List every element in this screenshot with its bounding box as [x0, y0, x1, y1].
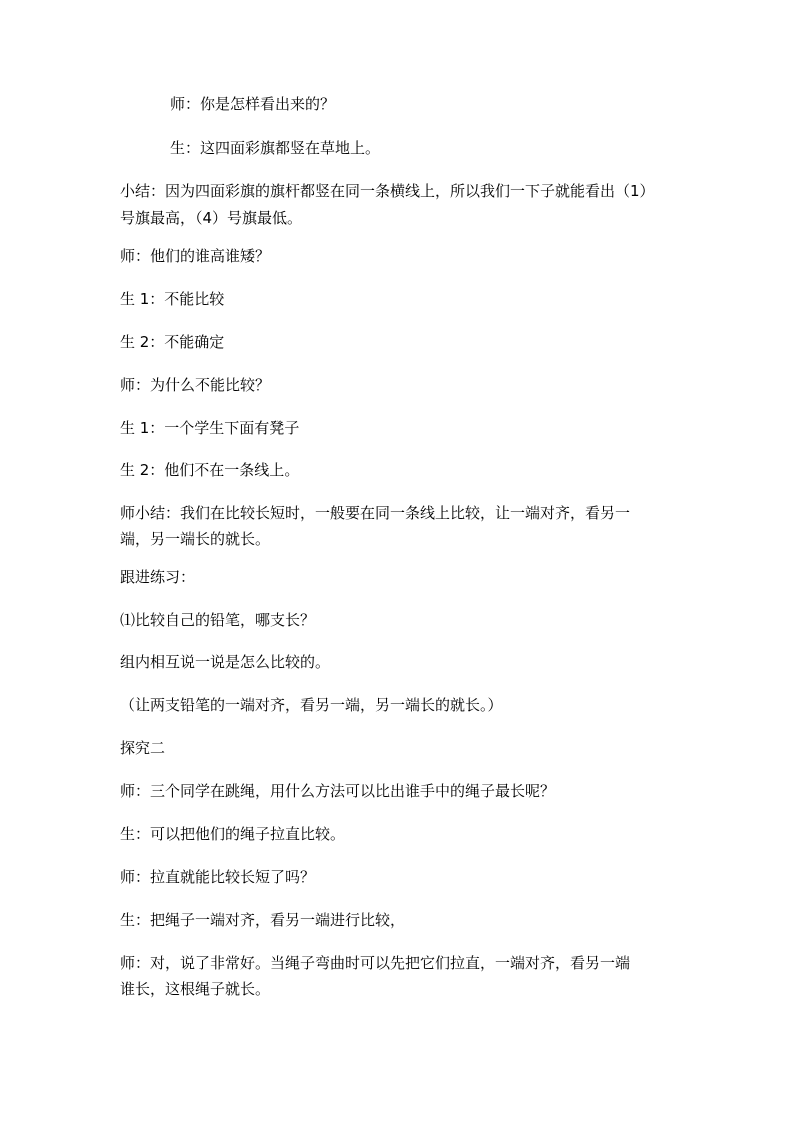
section-heading: 探究二	[120, 739, 166, 757]
teacher-conclusion-line-2: 谁长，这根绳子就长。	[120, 980, 271, 998]
dialogue-line-teacher-question: 师：你是怎样看出来的？	[170, 95, 336, 113]
summary-line-1: 小结：因为四面彩旗的旗杆都竖在同一条横线上，所以我们一下子就能看出（1）	[120, 182, 655, 200]
dialogue-line: 生 2：他们不在一条线上。	[120, 461, 300, 479]
dialogue-line: 师：为什么不能比较？	[120, 376, 271, 394]
dialogue-line-student-answer: 生：这四面彩旗都竖在草地上。	[170, 139, 381, 157]
dialogue-line: 生 1：一个学生下面有凳子	[120, 419, 300, 437]
dialogue-line: 生：把绳子一端对齐，看另一端进行比较，	[120, 911, 406, 929]
teacher-summary-line-2: 端，另一端长的就长。	[120, 530, 271, 548]
dialogue-line: 师：三个同学在跳绳，用什么方法可以比出谁手中的绳子最长呢？	[120, 782, 556, 800]
exercise-item: ⑴比较自己的铅笔，哪支长？	[120, 611, 316, 629]
dialogue-line: 师：他们的谁高谁矮？	[120, 247, 271, 265]
teacher-conclusion-line-1: 师：对，说了非常好。当绳子弯曲时可以先把它们拉直，一端对齐，看另一端	[120, 954, 631, 972]
dialogue-line: 生：可以把他们的绳子拉直比较。	[120, 825, 346, 843]
section-heading: 跟进练习：	[120, 568, 196, 586]
exercise-instruction: 组内相互说一说是怎么比较的。	[120, 653, 331, 671]
dialogue-line: 师：拉直就能比较长短了吗？	[120, 868, 316, 886]
exercise-note: （让两支铅笔的一端对齐，看另一端，另一端长的就长。）	[120, 696, 503, 714]
dialogue-line: 生 2：不能确定	[120, 333, 225, 351]
dialogue-line: 生 1：不能比较	[120, 290, 225, 308]
teacher-summary-line-1: 师小结：我们在比较长短时，一般要在同一条线上比较，让一端对齐，看另一	[120, 504, 631, 522]
summary-line-2: 号旗最高，（4）号旗最低。	[120, 209, 303, 227]
